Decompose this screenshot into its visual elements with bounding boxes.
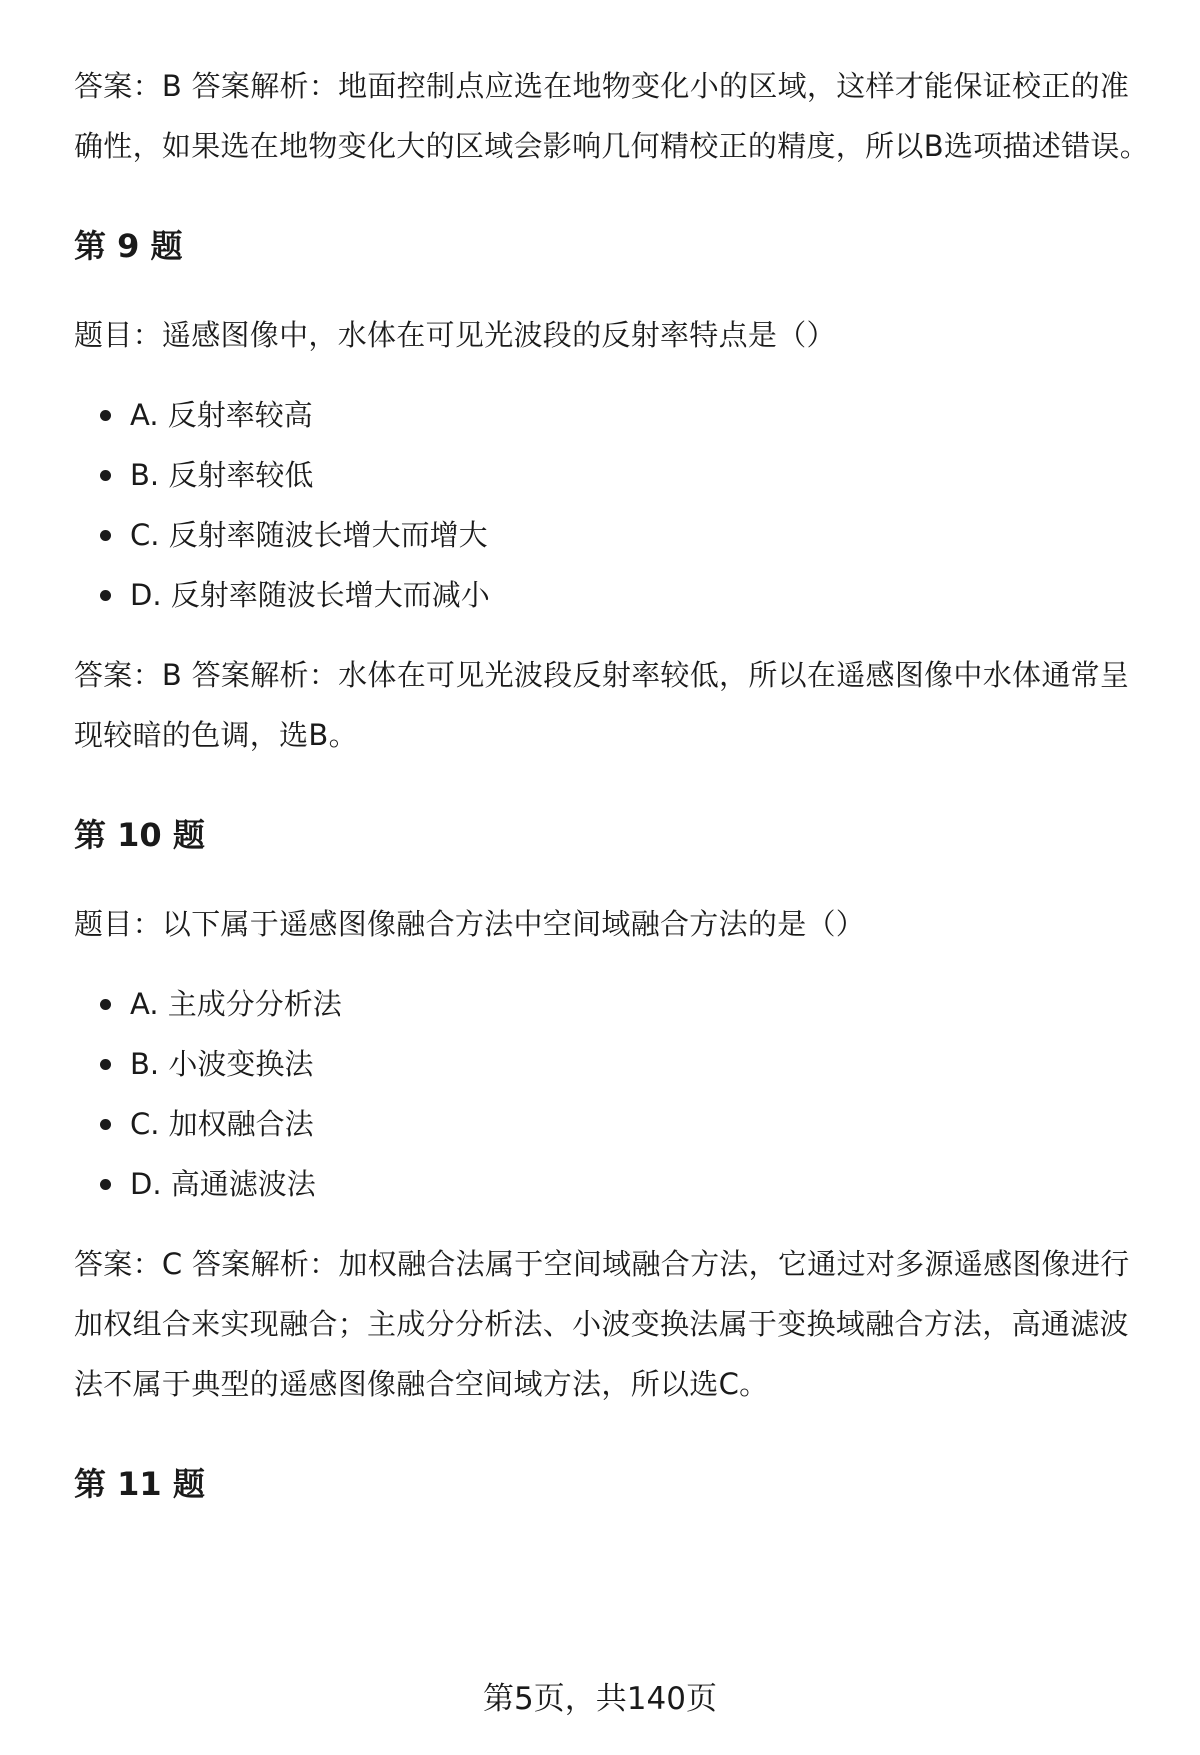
option-item: [74, 974, 1154, 1034]
bullet-icon: [100, 590, 111, 601]
option-label: C. 加权融合法: [130, 1107, 314, 1141]
question-10-text: 题目：以下属于遥感图像融合方法中空间域融合方法的是（）: [74, 907, 866, 941]
question-10-heading: 第 10 题: [74, 816, 205, 854]
page-number-footer: 第5页，共140页: [483, 1681, 717, 1717]
option-item: [74, 505, 1154, 565]
answer-explanation-q10: 答案：C 答案解析：加权融合法属于空间域融合方法，它通过对多源遥感图像进行加权组合来实现融合；主成分分析法、小波变换法属于变换域融合方法，高通滤波法不属于典型的遥感图像融合空间域方法，所以选C。: [74, 1247, 1130, 1401]
bullet-icon: [100, 1179, 111, 1190]
bullet-icon: [100, 470, 111, 481]
answer-explanation-q9: 答案：B 答案解析：水体在可见光波段反射率较低，所以在遥感图像中水体通常呈现较暗的色调，选B。: [74, 658, 1130, 752]
option-item: [74, 1034, 1154, 1094]
question-10-options: [74, 974, 1154, 1214]
question-11-heading: 第 11 题: [74, 1465, 205, 1503]
bullet-icon: [100, 999, 111, 1010]
option-label: A. 反射率较高: [130, 398, 313, 432]
question-9-heading: 第 9 题: [74, 227, 183, 265]
page-content: [74, 56, 1154, 1514]
bullet-icon: [100, 410, 111, 421]
option-item: [74, 445, 1154, 505]
option-label: A. 主成分分析法: [130, 987, 342, 1021]
option-item: [74, 565, 1154, 625]
option-label: D. 高通滤波法: [130, 1167, 316, 1201]
option-label: B. 反射率较低: [130, 458, 314, 492]
bullet-icon: [100, 530, 111, 541]
bullet-icon: [100, 1059, 111, 1070]
option-item: [74, 385, 1154, 445]
option-item: [74, 1094, 1154, 1154]
answer-explanation-q8: 答案：B 答案解析：地面控制点应选在地物变化小的区域，这样才能保证校正的准确性，如果选在地物变化大的区域会影响几何精校正的精度，所以B选项描述错误。: [74, 69, 1149, 163]
question-9-options: [74, 385, 1154, 625]
option-label: B. 小波变换法: [130, 1047, 314, 1081]
option-item: [74, 1154, 1154, 1214]
bullet-icon: [100, 1119, 111, 1130]
option-label: C. 反射率随波长增大而增大: [130, 518, 488, 552]
question-9-text: 题目：遥感图像中，水体在可见光波段的反射率特点是（）: [74, 318, 836, 352]
option-label: D. 反射率随波长增大而减小: [130, 578, 490, 612]
